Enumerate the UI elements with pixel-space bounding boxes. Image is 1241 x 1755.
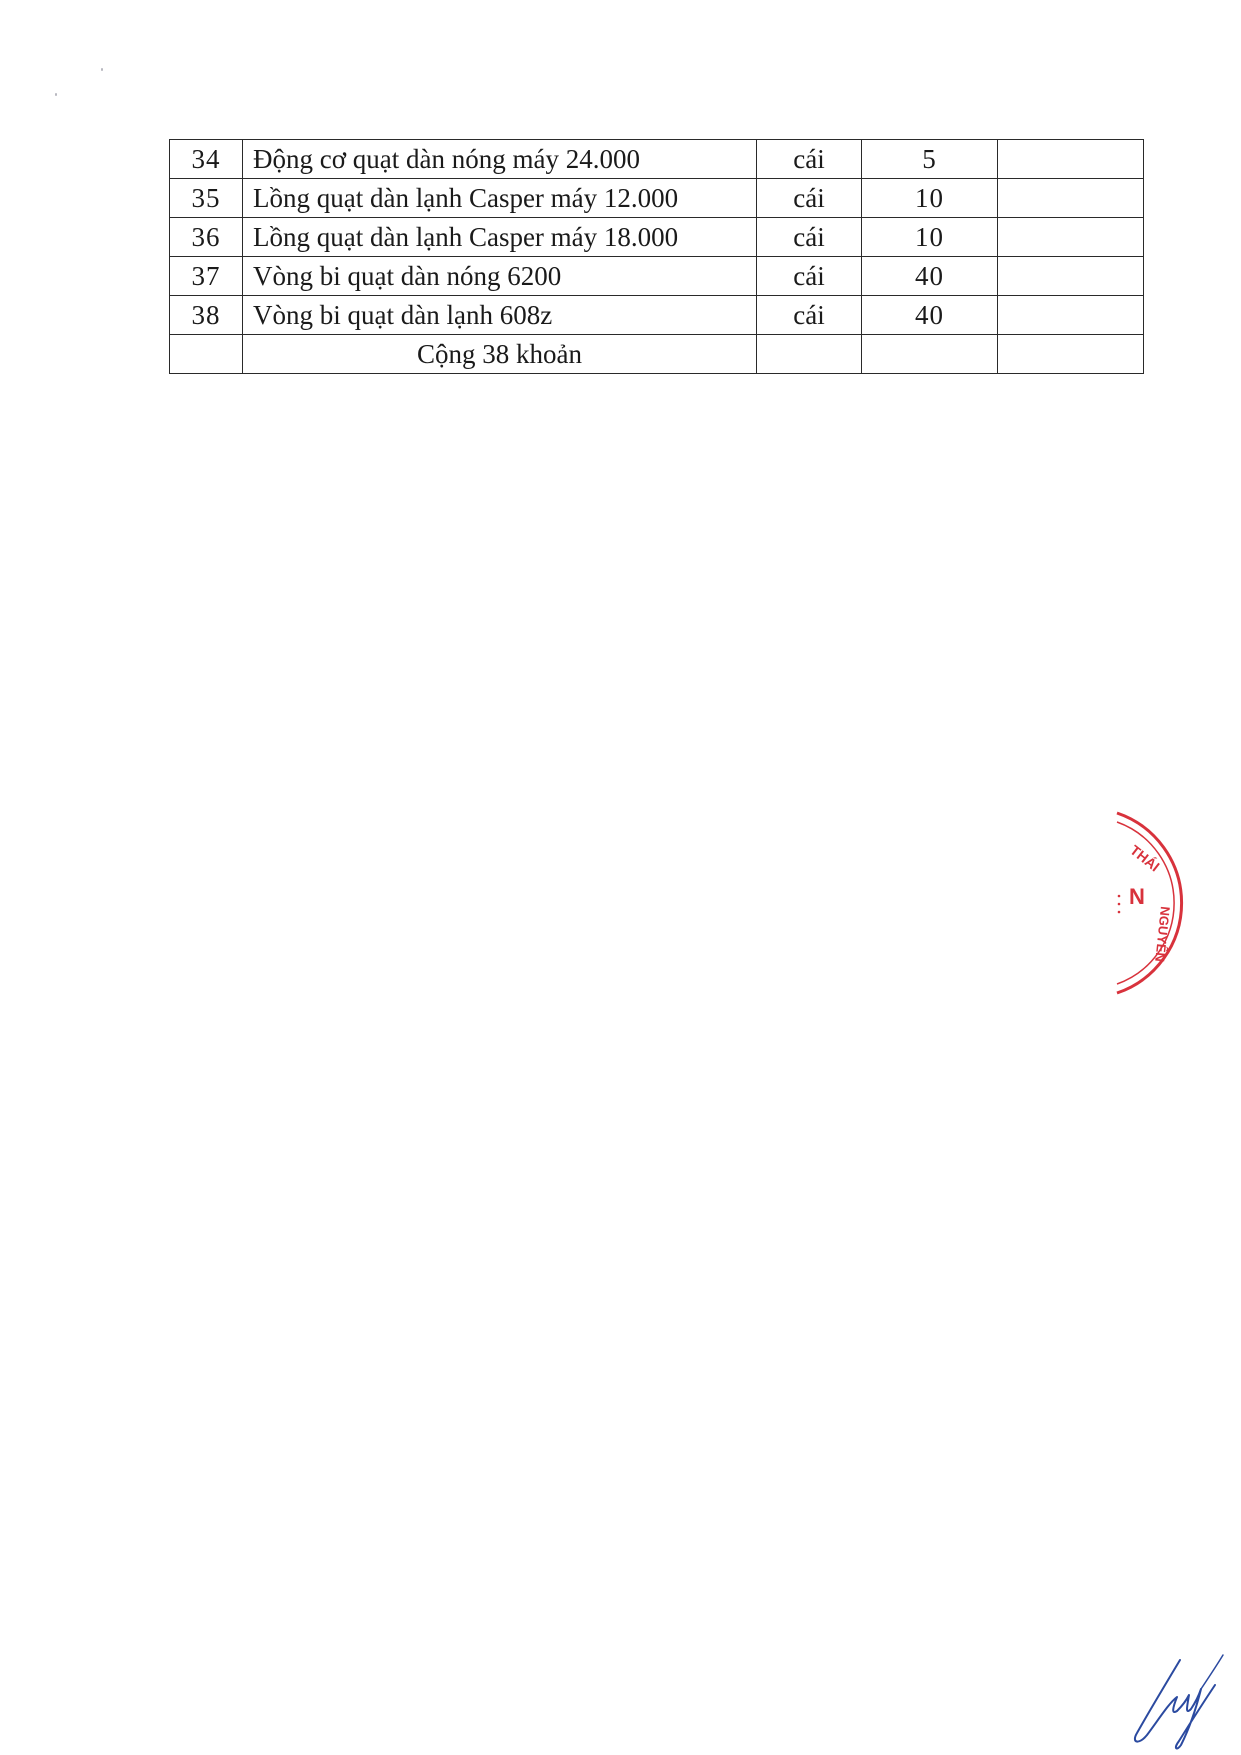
total-row — [170, 335, 1144, 374]
scan-speck — [55, 93, 57, 96]
table-body — [170, 140, 1144, 335]
item-note — [998, 257, 1144, 296]
item-note — [998, 179, 1144, 218]
total-label: Cộng 38 khoản — [243, 335, 757, 374]
table-row — [170, 179, 1144, 218]
item-name: Vòng bi quạt dàn nóng 6200 — [243, 257, 757, 296]
total-unit-cell — [757, 335, 862, 374]
stamp-text-middle: N — [1129, 884, 1145, 909]
item-quantity: 10 — [862, 218, 998, 257]
item-unit: cái — [757, 257, 862, 296]
item-quantity: 40 — [862, 257, 998, 296]
red-seal-stamp — [1115, 808, 1195, 998]
item-unit: cái — [757, 218, 862, 257]
total-note-cell — [998, 335, 1144, 374]
row-number: 38 — [170, 296, 243, 335]
item-note — [998, 218, 1144, 257]
item-unit: cái — [757, 140, 862, 179]
row-number: 37 — [170, 257, 243, 296]
item-quantity: 40 — [862, 296, 998, 335]
table-row — [170, 257, 1144, 296]
total-qty-cell — [862, 335, 998, 374]
stamp-text-top: THÁI — [1127, 841, 1163, 875]
row-number: 36 — [170, 218, 243, 257]
item-unit: cái — [757, 296, 862, 335]
item-note — [998, 296, 1144, 335]
item-name: Lồng quạt dàn lạnh Casper máy 18.000 — [243, 218, 757, 257]
row-number: 35 — [170, 179, 243, 218]
item-name: Lồng quạt dàn lạnh Casper máy 12.000 — [243, 179, 757, 218]
item-note — [998, 140, 1144, 179]
item-unit: cái — [757, 179, 862, 218]
table-row — [170, 140, 1144, 179]
row-number: 34 — [170, 140, 243, 179]
item-quantity: 10 — [862, 179, 998, 218]
item-name: Vòng bi quạt dàn lạnh 608z — [243, 296, 757, 335]
table-row — [170, 218, 1144, 257]
scan-speck — [101, 68, 103, 71]
item-quantity: 5 — [862, 140, 998, 179]
stamp-text-side: NGUYÊN — [1152, 905, 1173, 963]
total-stt-cell — [170, 335, 243, 374]
items-table — [169, 139, 1144, 374]
item-name: Động cơ quạt dàn nóng máy 24.000 — [243, 140, 757, 179]
table-row — [170, 296, 1144, 335]
handwritten-signature — [1125, 1645, 1225, 1755]
